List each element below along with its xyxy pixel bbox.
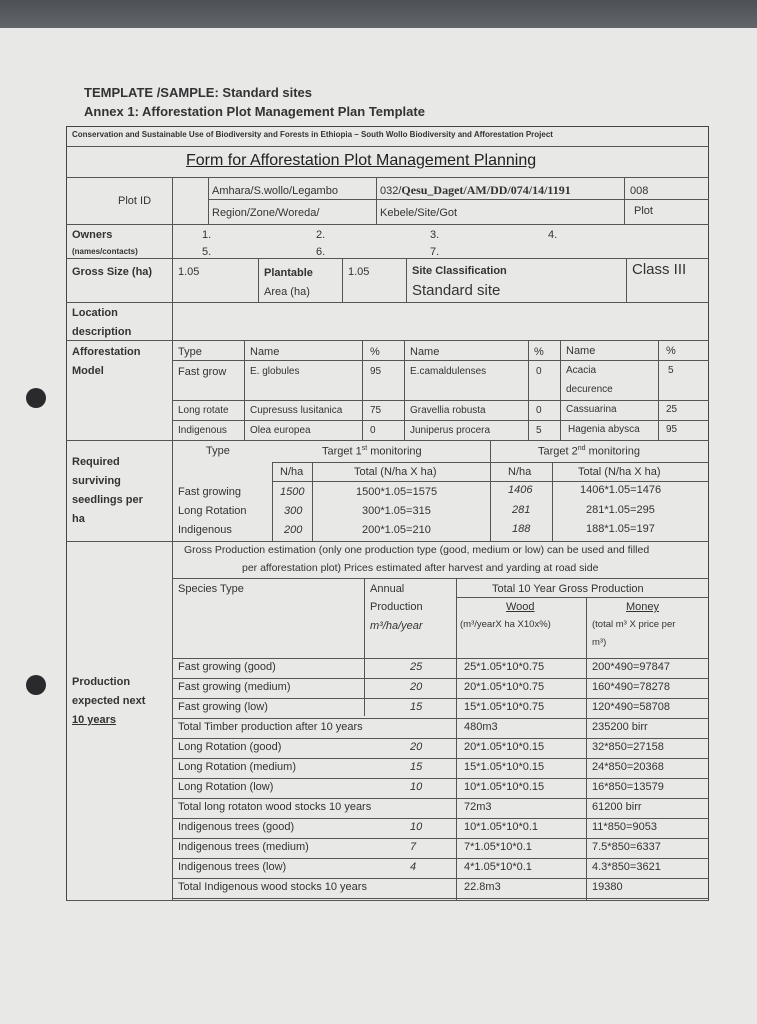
production-species: Long Rotation (good): [178, 741, 282, 753]
model-pct: 95: [370, 366, 382, 377]
site-class-value: Standard site: [412, 282, 501, 299]
production-species: Long Rotation (medium): [178, 761, 297, 773]
owner-4: 4.: [548, 229, 558, 241]
total-header-2: Total (N/ha X ha): [578, 466, 661, 478]
gross-size-label: Gross Size (ha): [72, 266, 153, 278]
wood-unit: (m³/yearX ha X10x%): [460, 619, 551, 630]
money-header: Money: [626, 601, 660, 613]
owners-sublabel: (names/contacts): [72, 247, 138, 256]
seedlings-t1: 300*1.05=315: [362, 505, 431, 517]
owner-1: 1.: [202, 229, 212, 241]
project-name: Conservation and Sustainable Use of Biodiversity and Forests in Ethiopia – South Wollo Biodiversity and Afforestation Project: [72, 130, 553, 139]
production-species: Fast growing (low): [178, 701, 268, 713]
model-type-indigenous: Indigenous: [178, 425, 227, 436]
model-pct-header-2: %: [534, 346, 544, 358]
production-label: Production: [72, 676, 131, 688]
production-wood: 7*1.05*10*0.1: [464, 841, 532, 853]
plot-label: Plot: [634, 205, 653, 217]
plot-value: 008: [630, 185, 649, 197]
production-wood: 15*1.05*10*0.15: [464, 761, 545, 773]
class-value: Class III: [632, 261, 687, 278]
production-note: Gross Production estimation (only one production type (good, medium or low) can be used and filled: [184, 544, 650, 556]
model-name-header-3: Name: [566, 345, 596, 357]
form-title: Form for Afforestation Plot Management Planning: [186, 152, 537, 169]
wood-header: Wood: [506, 601, 535, 613]
monitoring-2-header: Target 2nd monitoring: [538, 445, 640, 458]
production-money: 235200 birr: [592, 721, 648, 733]
region-label: Region/Zone/Woreda/: [212, 207, 320, 219]
production-label-2: expected next: [72, 695, 146, 707]
production-species: Total Indigenous wood stocks 10 years: [178, 881, 367, 893]
seedlings-n1: 200: [284, 524, 303, 536]
species-type-header: Species Type: [178, 583, 244, 595]
template-title: TEMPLATE /SAMPLE: Standard sites: [84, 85, 313, 100]
owner-3: 3.: [430, 229, 440, 241]
kebele-value: 032/Qesu_Daget/AM/DD/074/14/1191: [380, 183, 571, 197]
production-wood: 25*1.05*10*0.75: [464, 661, 545, 673]
model-type-long: Long rotate: [178, 405, 229, 416]
production-annual: 20: [410, 741, 423, 753]
model-name-header-2: Name: [410, 346, 440, 358]
production-money: 19380: [592, 881, 623, 893]
seedlings-n2: 188: [512, 523, 531, 535]
model-pct: 5: [536, 425, 542, 436]
production-wood: 10*1.05*10*0.1: [464, 821, 539, 833]
total-10y-header: Total 10 Year Gross Production: [492, 583, 644, 595]
production-species: Fast growing (good): [178, 661, 276, 673]
seedlings-t2: 281*1.05=295: [586, 504, 655, 516]
seedlings-label-3: seedlings per: [72, 494, 143, 506]
production-wood: 22.8m3: [464, 881, 501, 893]
seedlings-n2: 281: [512, 504, 531, 516]
annex-title: Annex 1: Afforestation Plot Management Plan Template: [84, 104, 425, 119]
production-money: 61200 birr: [592, 801, 642, 813]
plantable-label: Plantable: [264, 267, 313, 279]
seedlings-t1: 200*1.05=210: [362, 524, 431, 536]
seedlings-row-type: Fast growing: [178, 486, 241, 498]
model-pct: 5: [668, 365, 674, 376]
model-species: E. globules: [250, 366, 300, 377]
production-money: 160*490=78278: [592, 681, 670, 693]
production-wood: 4*1.05*10*0.1: [464, 861, 532, 873]
owners-label: Owners: [72, 229, 113, 241]
seedlings-label-2: surviving: [72, 475, 121, 487]
owner-5: 5.: [202, 246, 212, 258]
model-species: Cupresuss lusitanica: [250, 405, 343, 416]
seedlings-row-type: Indigenous: [178, 524, 232, 536]
production-annual: 7: [410, 841, 417, 853]
production-money: 32*850=27158: [592, 741, 664, 753]
money-unit: (total m³ X price per: [592, 619, 676, 630]
money-unit-2: m³): [592, 637, 607, 648]
model-species: Gravellia robusta: [410, 405, 486, 416]
seedlings-type-header: Type: [206, 445, 230, 457]
production-note-2: per afforestation plot) Prices estimated after harvest and yarding at road side: [242, 562, 599, 574]
model-species: E.camaldulenses: [410, 366, 487, 377]
production-species: Long Rotation (low): [178, 781, 274, 793]
model-species: Juniperus procera: [410, 425, 491, 436]
production-species: Indigenous trees (good): [178, 821, 295, 833]
seedlings-t2: 188*1.05=197: [586, 523, 655, 535]
production-wood: 10*1.05*10*0.15: [464, 781, 545, 793]
punch-hole-top: [26, 388, 46, 408]
model-species-cont: decurence: [566, 384, 613, 395]
production-wood: 480m3: [464, 721, 498, 733]
seedlings-t1: 1500*1.05=1575: [356, 486, 438, 498]
production-annual: 10: [410, 821, 423, 833]
model-pct-header-3: %: [666, 345, 676, 357]
plot-id-label: Plot ID: [118, 195, 152, 207]
production-wood: 72m3: [464, 801, 492, 813]
production-money: 11*850=9053: [592, 821, 657, 833]
production-money: 16*850=13579: [592, 781, 664, 793]
total-header-1: Total (N/ha X ha): [354, 466, 437, 478]
production-species: Indigenous trees (low): [178, 861, 287, 873]
nha-header-1: N/ha: [280, 466, 304, 478]
kebele-label: Kebele/Site/Got: [380, 207, 458, 219]
production-annual: 25: [410, 661, 423, 673]
plantable-value: 1.05: [348, 266, 370, 278]
seedlings-t2: 1406*1.05=1476: [580, 484, 662, 496]
seedlings-n2: 1406: [508, 484, 533, 496]
model-pct: 0: [370, 425, 376, 436]
annual-header: Annual: [370, 583, 405, 595]
model-type-header: Type: [178, 346, 202, 358]
production-money: 7.5*850=6337: [592, 841, 661, 853]
production-wood: 15*1.05*10*0.75: [464, 701, 545, 713]
production-wood: 20*1.05*10*0.75: [464, 681, 545, 693]
production-annual: 4: [410, 861, 417, 873]
seedlings-label-4: ha: [72, 513, 85, 525]
annual-unit: m³/ha/year: [370, 620, 423, 632]
production-money: 4.3*850=3621: [592, 861, 661, 873]
model-label-2: Model: [72, 365, 104, 377]
owner-2: 2.: [316, 229, 326, 241]
model-pct: 95: [666, 424, 678, 435]
seedlings-label: Required: [72, 456, 120, 468]
production-species: Fast growing (medium): [178, 681, 291, 693]
nha-header-2: N/ha: [508, 466, 532, 478]
seedlings-row-type: Long Rotation: [178, 505, 247, 517]
model-species: Acacia: [566, 365, 597, 376]
model-pct: 0: [536, 405, 542, 416]
production-species: Total Timber production after 10 years: [178, 721, 363, 733]
model-type-fast: Fast grow: [178, 366, 227, 378]
production-species: Total long rotaton wood stocks 10 years: [178, 801, 372, 813]
punch-hole-bottom: [26, 675, 46, 695]
model-pct-header-1: %: [370, 346, 380, 358]
production-annual: 20: [410, 681, 423, 693]
production-annual: 15: [410, 701, 423, 713]
owner-6: 6.: [316, 246, 326, 258]
model-pct: 0: [536, 366, 542, 377]
production-label-3: 10 years: [72, 714, 117, 726]
production-wood: 20*1.05*10*0.15: [464, 741, 545, 753]
production-money: 200*490=97847: [592, 661, 670, 673]
seedlings-n1: 1500: [280, 486, 305, 498]
site-class-label: Site Classification: [412, 265, 507, 277]
model-species: Hagenia abysca: [568, 424, 640, 435]
seedlings-n1: 300: [284, 505, 303, 517]
model-label: Afforestation: [72, 346, 141, 358]
production-annual: 15: [410, 761, 423, 773]
annual-header-2: Production: [370, 601, 423, 613]
location-label-2: description: [72, 326, 132, 338]
model-pct: 75: [370, 405, 382, 416]
production-species: Indigenous trees (medium): [178, 841, 309, 853]
production-annual: 10: [410, 781, 423, 793]
owner-7: 7.: [430, 246, 440, 258]
model-species: Olea europea: [250, 425, 311, 436]
model-pct: 25: [666, 404, 678, 415]
model-name-header-1: Name: [250, 346, 280, 358]
location-label: Location: [72, 307, 118, 319]
production-money: 120*490=58708: [592, 701, 670, 713]
monitoring-1-header: Target 1st monitoring: [322, 445, 422, 458]
production-money: 24*850=20368: [592, 761, 664, 773]
gross-size-value: 1.05: [178, 266, 200, 278]
model-species: Cassuarina: [566, 404, 617, 415]
region-value: Amhara/S.wollo/Legambo: [212, 185, 338, 197]
plantable-unit: Area (ha): [264, 286, 310, 298]
